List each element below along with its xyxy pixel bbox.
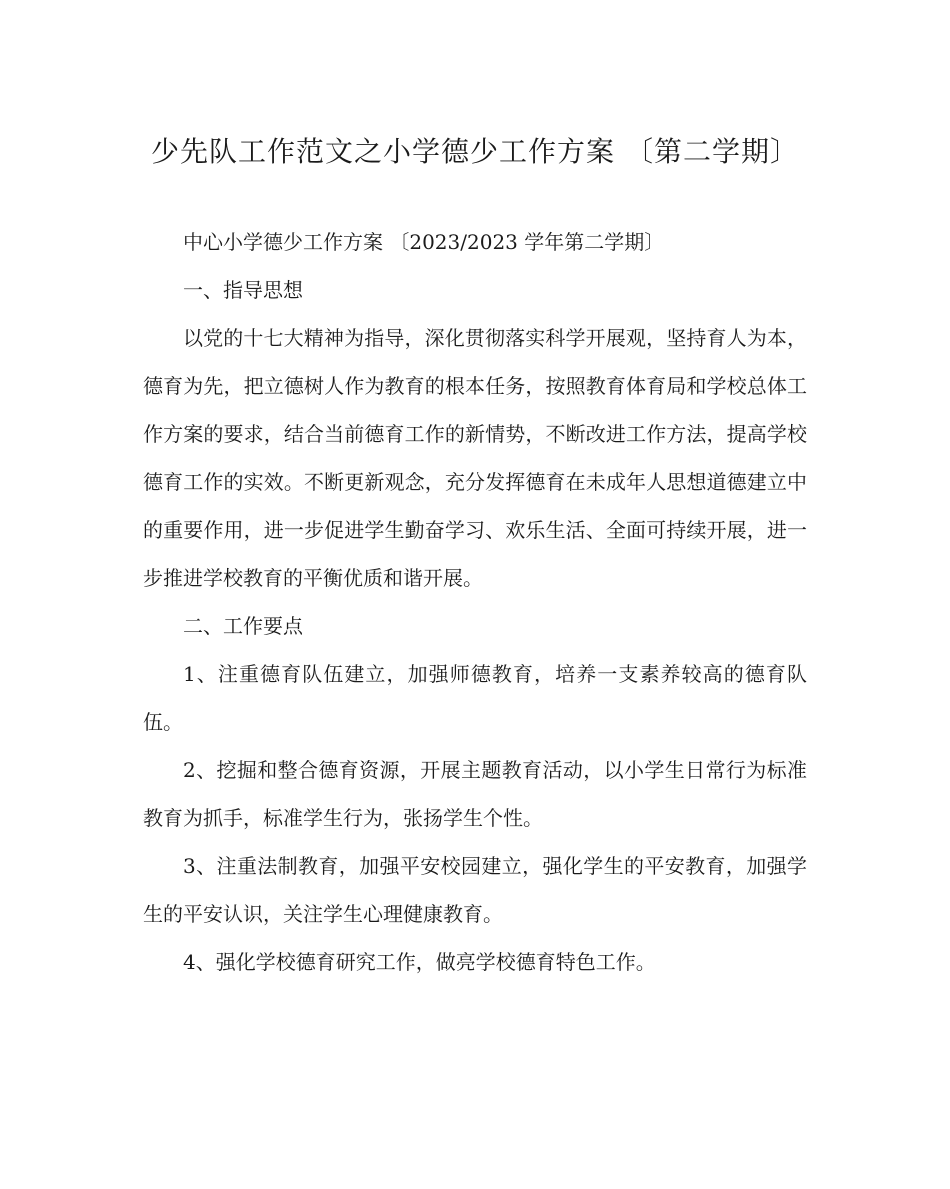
work-point-4: 4、强化学校德育研究工作，做亮学校德育特色工作。: [183, 950, 656, 974]
document-body: [143, 218, 807, 986]
section-heading-work-points: 二、工作要点: [183, 614, 303, 638]
work-point-3: 3、注重法制教育，加强平安校园建立，强化学生的平安教育，加强学生的平安认识，关注学生心理健康教育。: [143, 854, 807, 926]
work-point-1: 1、注重德育队伍建立，加强师德教育，培养一支素养较高的德育队伍。: [143, 662, 807, 734]
guiding-thought-paragraph: 以党的十七大精神为指导，深化贯彻落实科学开展观，坚持育人为本，德育为先，把立德树人作为教育的根本任务，按照教育体育局和学校总体工作方案的要求，结合当前德育工作的新情势，不断改进工作方法，提高学校德育工作的实效。不断更新观念，充分发挥德育在未成年人思想道德建立中的重要作用，进一步促进学生勤奋学习、欢乐生活、全面可持续开展，进一步推进学校教育的平衡优质和谐开展。: [143, 326, 807, 590]
work-point-2: 2、挖掘和整合德育资源，开展主题教育活动，以小学生日常行为标准教育为抓手，标准学生行为，张扬学生个性。: [143, 758, 807, 830]
plan-subtitle: 中心小学德少工作方案 〔2023/2023 学年第二学期〕: [183, 230, 665, 254]
section-heading-guiding-thought: 一、指导思想: [183, 278, 303, 302]
document-title: 少先队工作范文之小学德少工作方案 〔第二学期〕: [151, 135, 799, 168]
